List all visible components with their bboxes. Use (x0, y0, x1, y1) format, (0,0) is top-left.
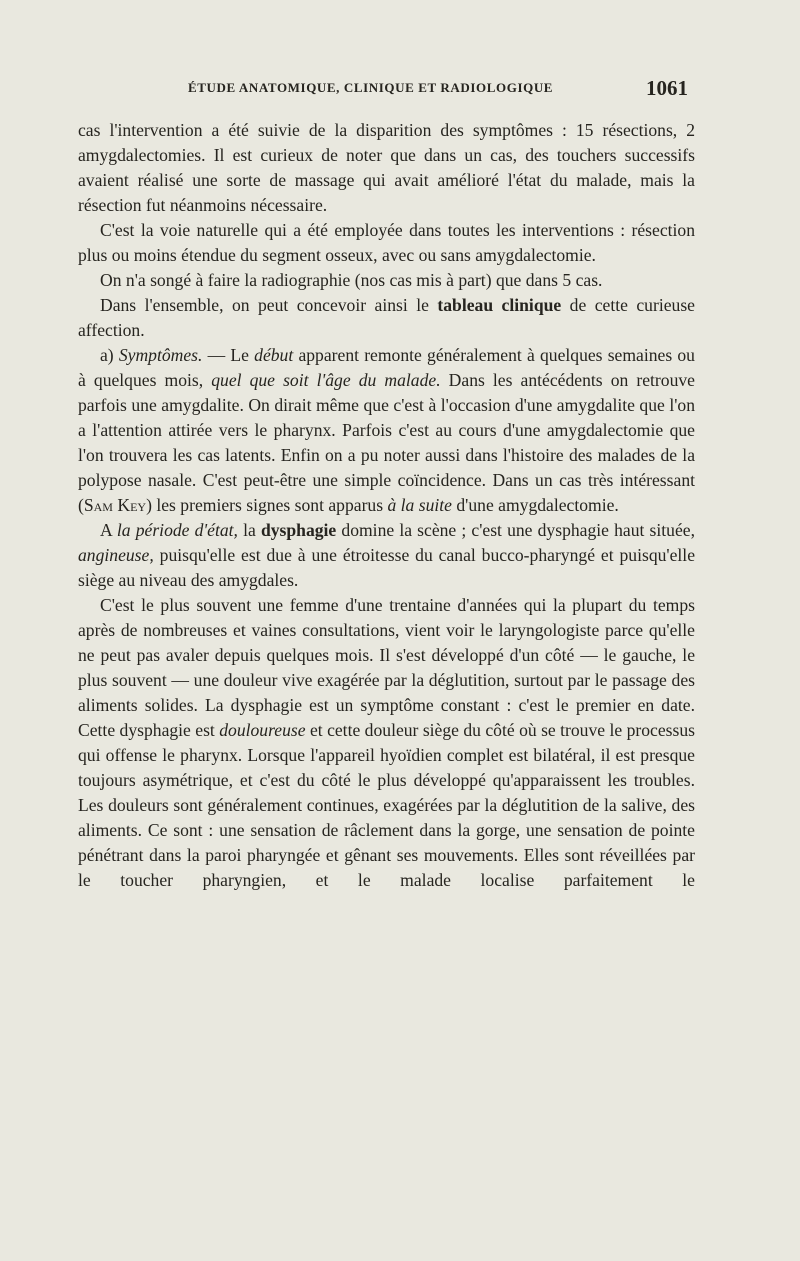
paragraph-4 (78, 293, 695, 343)
body-text (78, 118, 695, 893)
text-run: — Le (202, 345, 255, 365)
text-run: d'une amygdalectomie. (451, 495, 619, 515)
paragraph-1 (78, 118, 695, 218)
bold-term: tableau clinique (437, 295, 562, 315)
text-run: puisqu'elle est due à une étroitesse du canal bucco-pharyngé et puisqu'elle siège au niveau des amygdales. (78, 545, 695, 590)
paragraph-3 (78, 268, 695, 293)
text-run: et cette douleur siège du côté où se trouve le processus qui offense le pharynx. Lorsque l'appareil hyoïdien complet est bilatéral, il est presque toujours asymétrique, et c'est du côté le plus développé qu'apparaissent les troubles. Les douleurs sont généralement continues, exagérées par la déglutition de la salive, des aliments. Ce sont : une sensation de râclement dans la gorge, une sensation de pointe pénétrant dans la paroi pharyngée et gênant ses mouvements. Elles sont réveillées par le toucher pharyngien, et le malade localise parfaitement le (78, 720, 695, 890)
paragraph-text: cas l'intervention a été suivie de la disparition des symptômes : 15 résections, 2 amygdalectomies. Il est curieux de noter que dans un cas, des touchers successifs avaient réalisé une sorte de massage qui avait amélioré l'état du malade, mais la résection fut néanmoins nécessaire. (78, 120, 695, 215)
text-run: de cette curieuse affection. (78, 295, 695, 340)
text-run: a) (100, 345, 119, 365)
text-run: la (237, 520, 261, 540)
text-run: Dans l'ensemble, on peut concevoir ainsi le (100, 295, 438, 315)
italic-phrase: quel que soit l'âge du malade. (211, 370, 441, 390)
paragraph-text: On n'a songé à faire la radiographie (nos cas mis à part) que dans 5 cas. (100, 270, 603, 290)
text-run: apparent remonte généralement à quelques semaines ou à quelques mois, (78, 345, 695, 390)
text-run: C'est le plus souvent une femme d'une trentaine d'années qui la plupart du temps après de nombreuses et vaines consultations, vient voir le laryngologiste parce qu'elle ne peut pas avaler depuis quelques mois. Il s'est développé d'un côté — le gauche, le plus souvent — une douleur vive exagérée par la déglutition, surtout par le passage des aliments solides. La dysphagie est un symptôme constant : c'est le premier en date. Cette dysphagie est (78, 595, 695, 740)
text-run: domine la scène ; c'est une dysphagie haut située, (336, 520, 695, 540)
italic-term: début (254, 345, 294, 365)
text-run: Dans les antécédents on retrouve parfois une amygdalite. On dirait même que c'est à l'occasion d'une amygdalite que l'on a l'attention attirée vers le pharynx. Parfois c'est au cours d'une amygdalectomie que l'on trouvera les cas latents. Enfin on a pu noter aussi dans l'histoire des malades de la polypose nasale. C'est peut-être une simple coïncidence. Dans un cas très intéressant ( (78, 370, 695, 515)
paragraph-6 (78, 518, 695, 593)
paragraph-2 (78, 218, 695, 268)
running-title: ÉTUDE ANATOMIQUE, CLINIQUE ET RADIOLOGIQUE (188, 80, 554, 95)
italic-phrase: à la suite (387, 495, 452, 515)
italic-term: angineuse, (78, 545, 154, 565)
section-heading: Symptômes. (118, 345, 203, 365)
italic-phrase: la période d'état, (116, 520, 238, 540)
text-run: A (100, 520, 117, 540)
italic-term: douloureuse (219, 720, 306, 740)
page-header (0, 76, 800, 102)
text-run: ) les premiers signes sont apparus (146, 495, 388, 515)
paragraph-text: C'est la voie naturelle qui a été employée dans toutes les interventions : résection plus ou moins étendue du segment osseux, avec ou sans amygdalectomie. (78, 220, 695, 265)
bold-term: dysphagie (260, 520, 337, 540)
author-name: Sam Key (83, 495, 147, 515)
paragraph-7 (78, 593, 695, 893)
paragraph-5 (78, 343, 695, 518)
page-number: 1061 (646, 76, 688, 100)
